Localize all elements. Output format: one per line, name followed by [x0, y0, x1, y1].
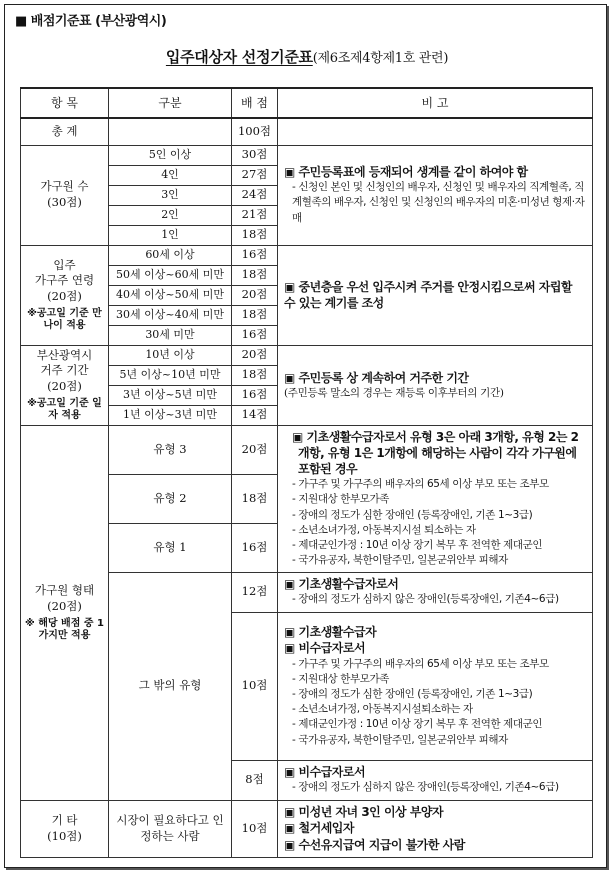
total-row: [21, 118, 593, 145]
household-remark: ▣ 주민등록표에 등재되어 생계를 같이 하여야 함 - 신청인 본인 및 신청인의 배우자, 신청인 및 배우자의 직계혈족, 직계혈족의 배우자, 신청인 및 신청인의 배우자의 미혼·미성년 형제·자매: [278, 145, 593, 245]
header-row: [21, 88, 593, 118]
table-row: [21, 800, 593, 857]
table-row: 그 밖의 유형 12점 ▣ 기초생활수급자로서 - 장애의 정도가 심하지 않은 장애인(등록장애인, 기존4~6급): [21, 572, 593, 612]
residence-remark: ▣ 주민등록 상 계속하여 거주한 기간 (주민등록 말소의 경우는 재등록 이후부터의 기간): [278, 345, 593, 425]
table-row: 5년 이상~10년 미만 18점: [21, 365, 593, 385]
type-group-remark: ▣ 기초생활수급자로서 유형 3은 아래 3개항, 유형 2는 2개항, 유형 1은 1개항에 해당하는 사람이 각각 가구원에 포함된 경우 - 가구주 및 가구주의 배우자의 65세 이상 부모 또는 조부모 - 지원대상 한부모가족 - 장애의 정도가 심한 장애인 (등록장애인, 기존 1~3급) - 소년소녀가정, 아동복지시설 퇴소하는 자 - 제대군인가정 : 10년 이상 장기 복무 후 전역한 제대군인 - 국가유공자, 북한이탈주민, 일본군위안부 피해자: [278, 425, 593, 572]
section-heading: ■ 배점기준표 (부산광역시): [15, 14, 167, 29]
table-row: [21, 145, 593, 165]
table-row: 1년 이상~3년 미만 14점: [21, 405, 593, 425]
age-category: 입주 가구주 연령 (20점) ※공고일 기준 만 나이 적용: [21, 245, 109, 345]
header-remarks: 비 고: [278, 88, 593, 118]
table-row: 가구원 형태 (20점) ※ 해당 배점 중 1 가지만 적용 유형 3 20점 ▣ 기초생활수급자로서 유형 3은 아래 3개항, 유형 2는 2개항, 유형 1은 1개항에 해당하는 사람이 각각 가구원에 포함된 경우 - 가구주 및 가구주의 배우자의 65세 이상 부모 또는 조부모 - 지원대상 한부모가족 - 장애의 정도가 심한 장애인 (등록장애인, 기존 1~3급) - 소년소녀가정, 아동복지시설 퇴소하는 자 - 제대군인가정 : 10년 이상 장기 복무 후 전역한 제대군인 - 국가유공자, 북한이탈주민, 일본군위안부 피해자: [21, 425, 593, 474]
type-other: 그 밖의 유형: [109, 572, 232, 800]
table-row: 30세 이상~40세 미만 18점: [21, 305, 593, 325]
type-category: 가구원 형태 (20점) ※ 해당 배점 중 1 가지만 적용: [21, 425, 109, 800]
table-row: 3인 24점: [21, 185, 593, 205]
household-range: 5인 이상: [109, 145, 232, 165]
table-row: 30세 미만 16점: [21, 325, 593, 345]
table-row: 2인 21점: [21, 205, 593, 225]
table-row: 입주 가구주 연령 (20점) ※공고일 기준 만 나이 적용 60세 이상 16점 ▣ 중년층을 우선 입주시켜 주거를 안정시킴으로써 자립할 수 있는 계기를 조성: [21, 245, 593, 265]
etc-points: 10점: [232, 800, 278, 857]
table-row: 1인 18점: [21, 225, 593, 245]
age-remark: ▣ 중년층을 우선 입주시켜 주거를 안정시킴으로써 자립할 수 있는 계기를 조성: [278, 245, 593, 345]
table-row: 4인 27점: [21, 165, 593, 185]
household-category: 가구원 수 (30점): [21, 145, 109, 245]
table-row: 10점 ▣ 기초생활수급자 ▣ 비수급자로서 - 가구주 및 가구주의 배우자의 65세 이상 부모 또는 조부모 - 지원대상 한부모가족 - 장애의 정도가 심한 장애인 (등록장애인, 기존 1~3급) - 소년소녀가정, 아동복지시설퇴소하는 자 - 제대군인가정 : 10년 이상 장기 복무 후 전역한 제대군인 - 국가유공자, 북한이탈주민, 일본군위안부 피해자: [21, 612, 593, 760]
residence-category: 부산광역시 거주 기간 (20점) ※공고일 기준 일자 적용: [21, 345, 109, 425]
total-remarks: [278, 118, 593, 145]
etc-category: 기 타 (10점): [21, 800, 109, 857]
total-division: [109, 118, 232, 145]
title-main: 입주대상자 선정기준표: [165, 48, 313, 66]
total-points: 100점: [232, 118, 278, 145]
header-item: 항 목: [21, 88, 109, 118]
title-sub: (제6조제4항제1호 관련): [312, 51, 449, 66]
table-row: 부산광역시 거주 기간 (20점) ※공고일 기준 일자 적용 10년 이상 20점 ▣ 주민등록 상 계속하여 거주한 기간 (주민등록 말소의 경우는 재등록 이후부터의 기간): [21, 345, 593, 365]
total-label: 총 계: [21, 118, 109, 145]
etc-division: 시장이 필요하다고 인정하는 사람: [109, 800, 232, 857]
header-points: 배 점: [232, 88, 278, 118]
table-row: 유형 2 18점: [21, 474, 593, 523]
table-row: 3년 이상~5년 미만 16점: [21, 385, 593, 405]
header-division: 구분: [109, 88, 232, 118]
etc-remark: ▣ 미성년 자녀 3인 이상 부양자 ▣ 철거세입자 ▣ 수선유지급여 지급이 불가한 사람: [278, 800, 593, 857]
table-row: 유형 1 16점: [21, 523, 593, 572]
table-row: 40세 이상~50세 미만 20점: [21, 285, 593, 305]
table-row: 8점 ▣ 비수급자로서 - 장애의 정도가 심하지 않은 장애인(등록장애인, 기존4~6급): [21, 760, 593, 800]
page-title: [0, 46, 614, 67]
criteria-table: [20, 87, 593, 858]
household-points: 30점: [232, 145, 278, 165]
table-row: 50세 이상~60세 미만 18점: [21, 265, 593, 285]
